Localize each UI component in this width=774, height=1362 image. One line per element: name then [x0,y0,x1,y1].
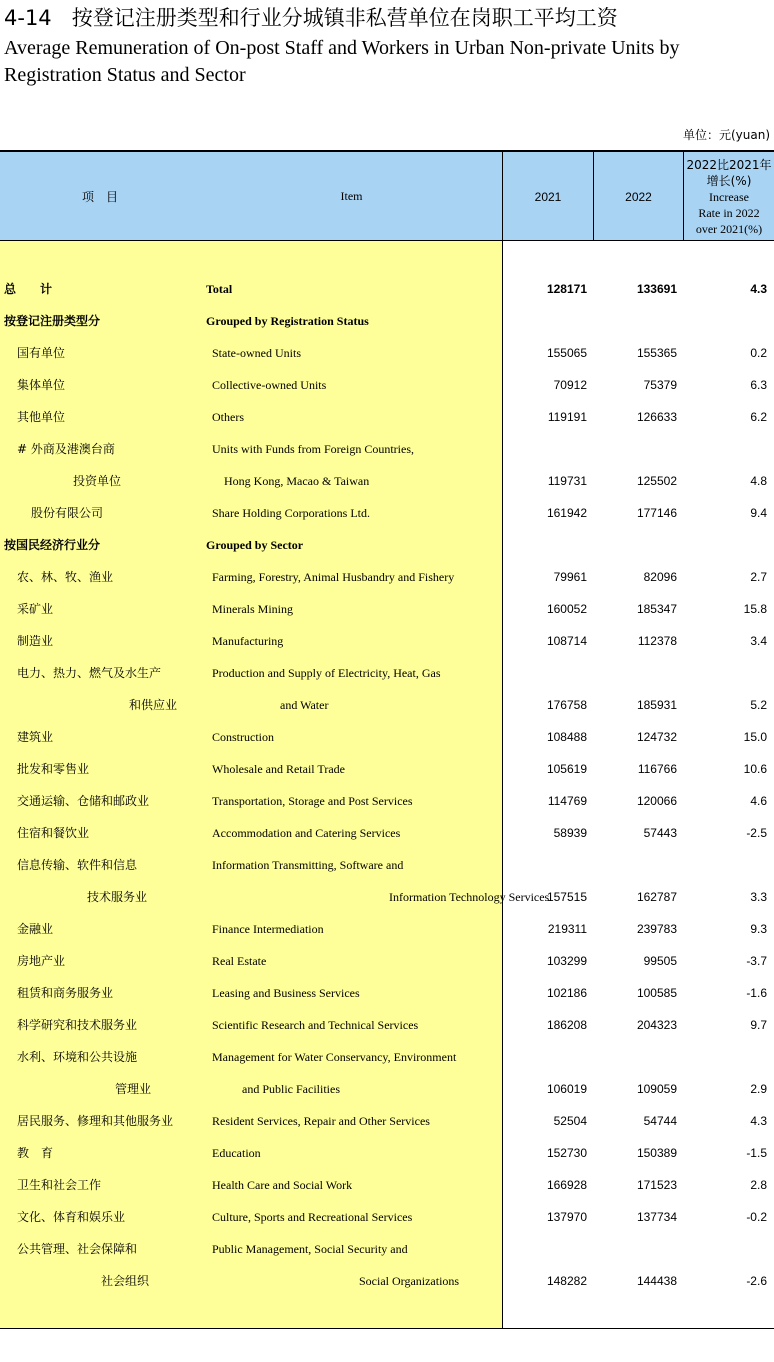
growth-rate: -2.5 [746,826,767,840]
row-label-cn: 投资单位 [73,474,122,488]
table-row [0,913,774,945]
row-label-cn: 科学研究和技术服务业 [17,1018,138,1032]
row-label-cn: 租赁和商务服务业 [17,986,114,1000]
table-row [0,1265,774,1297]
table-row [0,1073,774,1105]
table-row [0,1201,774,1233]
value-2021: 58939 [553,826,587,840]
row-label-en: State-owned Units [212,346,301,360]
value-2022: 185931 [636,698,677,712]
value-2021: 119191 [547,410,587,424]
row-label-en: Production and Supply of Electricity, Heat, Gas [212,666,441,680]
growth-rate: 10.6 [743,762,767,776]
table-row [0,753,774,785]
value-2021: 176758 [546,698,587,712]
growth-rate: 4.3 [750,1114,767,1128]
growth-rate: 15.8 [743,602,767,616]
table-header [0,150,774,241]
growth-rate: 2.8 [750,1178,767,1192]
row-label-cn: 交通运输、仓储和邮政业 [17,794,150,808]
row-label-cn: 文化、体育和娱乐业 [17,1210,126,1224]
table-row [0,593,774,625]
table-row [0,721,774,753]
value-2021: 219311 [547,922,587,936]
row-label-cn: 按国民经济行业分 [4,538,101,552]
row-label-en: Share Holding Corporations Ltd. [212,506,370,520]
unit-label: 单位：元(yuan) [682,128,770,142]
row-label-en: Finance Intermediation [212,922,324,936]
header-growth [684,152,774,241]
table-row [0,1233,774,1265]
row-label-en: Grouped by Sector [206,538,304,552]
row-label-cn: 信息传输、软件和信息 [17,858,138,872]
growth-rate: 4.8 [750,474,767,488]
value-2022: 137734 [636,1210,677,1224]
table-title-en: Average Remuneration of On-post Staff and Workers in Urban Non-private Units by Registration Status and Sector [4,37,680,86]
row-label-en: Hong Kong, Macao & Taiwan [224,474,370,488]
header-growth-line: over 2021(%) [695,221,763,236]
row-label-cn: 卫生和社会工作 [17,1178,102,1192]
value-2022: 54744 [643,1114,677,1128]
header-item-en: Item [340,189,363,203]
row-label-cn: # 外商及港澳台商 [17,442,115,456]
table-row [0,689,774,721]
table-row [0,369,774,401]
row-label-cn: 金融业 [17,922,54,936]
table-row [0,657,774,689]
table-row [0,1041,774,1073]
row-label-cn: 制造业 [17,634,54,648]
row-label-cn: 公共管理、社会保障和 [17,1242,138,1256]
row-label-en: and Public Facilities [242,1082,340,1096]
growth-rate: 2.7 [750,570,767,584]
value-2021: 79961 [553,570,587,584]
value-2022: 162787 [636,890,677,904]
row-label-cn: 电力、热力、燃气及水生产 [17,666,162,680]
table-bottom-rule [0,1328,774,1329]
value-2022: 126633 [636,410,677,424]
value-2022: 124732 [636,730,677,744]
row-label-en: Collective-owned Units [212,378,327,392]
value-2021: 148282 [546,1274,587,1288]
value-2022: 57443 [643,826,677,840]
row-label-en: Total [206,282,233,296]
table-row [0,1169,774,1201]
row-label-en: Grouped by Registration Status [206,314,369,328]
value-2022: 144438 [636,1274,677,1288]
row-label-en: Minerals Mining [212,602,293,616]
growth-rate: 9.3 [750,922,767,936]
growth-rate: 3.3 [750,890,767,904]
value-2022: 171523 [636,1178,677,1192]
table-row [0,881,774,913]
row-label-en: Wholesale and Retail Trade [212,762,345,776]
value-2021: 155065 [546,346,587,360]
growth-rate: 2.9 [750,1082,767,1096]
growth-rate: -1.5 [746,1146,767,1160]
row-label-en: Scientific Research and Technical Services [212,1018,419,1032]
row-label-cn: 批发和零售业 [17,762,90,776]
row-label-en: Units with Funds from Foreign Countries, [212,442,415,456]
row-label-cn: 农、林、牧、渔业 [17,570,114,584]
row-label-en: Social Organizations [359,1274,460,1288]
growth-rate: -3.7 [746,954,767,968]
table-row [0,785,774,817]
header-2021: 2021 [534,189,562,204]
growth-rate: -0.2 [746,1210,767,1224]
value-2022: 99505 [643,954,677,968]
value-2022: 204323 [636,1018,677,1032]
row-label-en: Information Transmitting, Software and [212,858,404,872]
row-label-en: Leasing and Business Services [212,986,360,1000]
growth-rate: 3.4 [750,634,767,648]
growth-rate: -1.6 [746,986,767,1000]
row-label-en: Culture, Sports and Recreational Services [212,1210,413,1224]
table-row [0,401,774,433]
table-row [0,305,774,337]
value-2021: 108714 [546,634,587,648]
row-label-en: Manufacturing [212,634,284,648]
row-label-en: Farming, Forestry, Animal Husbandry and Fishery [212,570,455,584]
row-label-en: Public Management, Social Security and [212,1242,408,1256]
value-2021: 106019 [546,1082,587,1096]
table-row [0,529,774,561]
value-2022: 82096 [643,570,677,584]
value-2021: 119731 [547,474,587,488]
value-2022: 112378 [637,634,677,648]
value-2021: 103299 [546,954,587,968]
row-label-cn: 技术服务业 [87,890,148,904]
value-2021: 105619 [546,762,587,776]
growth-rate: 9.7 [750,1018,767,1032]
growth-rate: 0.2 [750,346,767,360]
table-number: 4-14 [4,6,52,30]
value-2021: 114769 [547,794,587,808]
row-label-en: Others [212,410,244,424]
growth-rate: 6.3 [750,378,767,392]
value-2021: 102186 [546,986,587,1000]
value-2022: 150389 [636,1146,677,1160]
value-2022: 75379 [643,378,677,392]
row-label-en: Real Estate [212,954,267,968]
table-row [0,977,774,1009]
value-2022: 116766 [637,762,677,776]
value-2021: 108488 [546,730,587,744]
growth-rate: 6.2 [750,410,767,424]
row-label-en: Construction [212,730,274,744]
row-label-cn: 社会组织 [101,1274,150,1288]
table-row [0,849,774,881]
value-2022: 177146 [636,506,677,520]
row-label-cn: 其他单位 [17,410,66,424]
table-row [0,497,774,529]
value-2021: 128171 [546,282,587,296]
table-row [0,817,774,849]
growth-rate: 4.6 [750,794,767,808]
row-label-en: Transportation, Storage and Post Services [212,794,413,808]
growth-rate: 5.2 [750,698,767,712]
row-label-en: Management for Water Conservancy, Environment [212,1050,457,1064]
table-row [0,561,774,593]
value-2021: 186208 [546,1018,587,1032]
growth-rate: -2.6 [746,1274,767,1288]
growth-rate: 4.3 [750,282,767,296]
value-2021: 160052 [546,602,587,616]
row-label-cn: 采矿业 [17,602,54,616]
row-label-en: Resident Services, Repair and Other Services [212,1114,430,1128]
value-2021: 152730 [546,1146,587,1160]
header-item-cn: 项 目 [81,190,118,204]
table-row [0,433,774,465]
value-2022: 125502 [636,474,677,488]
table-title-cn [4,5,618,31]
growth-rate: 9.4 [750,506,767,520]
row-label-en: Accommodation and Catering Services [212,826,401,840]
row-label-cn: 集体单位 [17,378,66,392]
table-row [0,1105,774,1137]
row-label-en: Information Technology Services [389,890,550,904]
value-2022: 100585 [636,986,677,1000]
row-label-cn: 居民服务、修理和其他服务业 [17,1114,174,1128]
header-growth-line: 增长(%) [706,173,752,188]
value-2021: 70912 [553,378,587,392]
header-growth-line: Rate in 2022 [698,205,760,220]
table-row [0,273,774,305]
header-2022: 2022 [625,189,652,204]
growth-rate: 15.0 [743,730,767,744]
row-label-cn: 股份有限公司 [31,506,104,520]
row-label-cn: 建筑业 [17,730,54,744]
table-row [0,465,774,497]
value-2021: 161942 [546,506,587,520]
value-2021: 157515 [546,890,587,904]
value-2022: 109059 [636,1082,677,1096]
row-label-cn: 管理业 [115,1082,152,1096]
table-title-cn-text: 按登记注册类型和行业分城镇非私营单位在岗职工平均工资 [71,6,618,30]
row-label-cn: 住宿和餐饮业 [17,826,90,840]
row-label-cn: 教 育 [17,1146,54,1160]
row-label-cn: 房地产业 [17,954,66,968]
row-label-cn: 总 计 [4,282,53,296]
row-label-cn: 按登记注册类型分 [4,314,101,328]
table-row [0,1009,774,1041]
value-2022: 239783 [636,922,677,936]
table-row [0,625,774,657]
row-label-cn: 国有单位 [17,346,66,360]
value-2021: 52504 [553,1114,587,1128]
value-2022: 120066 [636,794,677,808]
table-row [0,945,774,977]
header-growth-line: Increase [709,189,749,204]
row-label-en: and Water [280,698,329,712]
value-2021: 166928 [546,1178,587,1192]
table-row [0,1137,774,1169]
row-label-cn: 和供应业 [129,698,178,712]
table-row [0,337,774,369]
value-2022: 155365 [636,346,677,360]
row-label-en: Education [212,1146,261,1160]
header-growth-line: 2022比2021年 [686,157,772,172]
value-2022: 133691 [636,282,677,296]
row-label-cn: 水利、环境和公共设施 [17,1050,138,1064]
value-2022: 185347 [636,602,677,616]
value-2021: 137970 [546,1210,587,1224]
row-label-en: Health Care and Social Work [212,1178,353,1192]
